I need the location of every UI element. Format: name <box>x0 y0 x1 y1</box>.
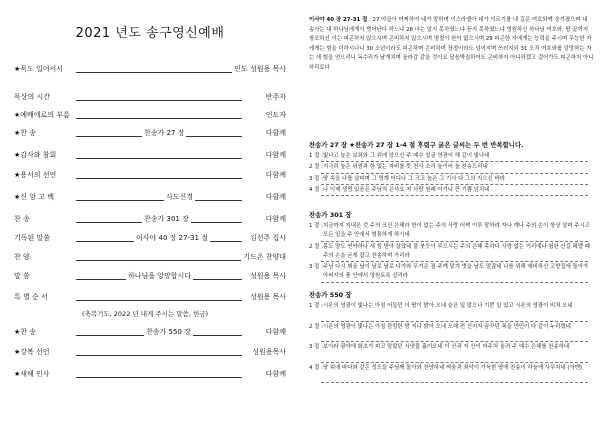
order-item <box>14 126 286 140</box>
verse-text: 시온의 영광이 빛나는 아침 어둡던 이 땅이 밝아 오네 슬픈 일 많으나 기쁜 일 있고 시온의 영광이 비쳐 오네 <box>323 303 573 309</box>
verse-rule <box>321 321 588 322</box>
order-item <box>14 148 286 162</box>
order-item-label: ★신 앙 고 백 <box>14 193 54 201</box>
order-item-leader: 인도 성원용 목사 <box>232 62 286 76</box>
verse-rule <box>321 161 588 162</box>
order-item <box>14 269 286 283</box>
order-item-label: ★찬 송 <box>14 129 37 137</box>
order-item-label: ★용서의 선언 <box>14 171 57 179</box>
hymn-verse <box>309 263 594 282</box>
order-item-line <box>76 260 242 261</box>
verse-text: 땅 속을 나를 살피며 그 영계 어디나 그 크고 높은 그 기사 다 그의 지으신 바라 <box>323 175 505 182</box>
verse-number: 4 절 : <box>309 186 323 193</box>
order-item-line <box>76 100 242 101</box>
order-item-line <box>76 300 242 301</box>
scripture-heading: 이사야 40 장 27-31 절 <box>309 17 368 23</box>
hymn-verse <box>309 163 594 172</box>
hymn-title: 찬송가 550 장 <box>309 291 352 299</box>
hymn-verse <box>309 302 594 321</box>
order-item-leader: 다함께 <box>264 168 286 182</box>
hymn-verse <box>309 323 594 342</box>
verse-text: 빛나고 높은 보좌와 그 위에 앉으신 주 예수 얼굴 영광이 해 같이 빛나네 <box>323 153 490 159</box>
order-item-leader: 다함께 <box>264 367 286 381</box>
order-item <box>14 212 286 226</box>
verse-text: 몸도 맘도 연약하나 새 힘 받아 살았네 물 붓듯이 부으시는 주의 은혜 족하다 사랑 없는 거리에나 험한 산길 헤맬 때 주의 손을 굳게 잡고 찬송하며 가리라 <box>323 243 590 259</box>
order-item-label: 묵상의 시간 <box>14 93 51 101</box>
order-item-leader: 김선주 집사 <box>248 231 286 245</box>
verse-text: 땅 위에 바다와 같은 성도들 주님께 돌아와 찬양하네 싸움과 죄악이 가득한 땅에 찬송이 하늘에 사무치네 (아멘) <box>323 364 583 371</box>
hymn-verse <box>309 152 594 161</box>
order-item-label: 말 씀 <box>14 272 30 280</box>
hymn-verse <box>309 175 594 184</box>
hymn-title: 찬송가 301 장 <box>309 211 352 219</box>
verse-rule <box>321 241 588 242</box>
order-item <box>14 190 286 204</box>
verse-text: 주님 다시 뵈올 날이 날로 날로 다가와 무거운 짐 주께 맡겨 벗을 날도 멀잖네 나를 위해 예비하신 고향집에 돌아가 아버지의 품 안에서 영원토록 살리라 <box>323 264 589 280</box>
order-item-leader: 인도자 <box>264 108 286 122</box>
special-program-note: (축복기도, 2022 년 내게 주시는 말씀, 헌금) <box>82 310 209 318</box>
hymn-verse <box>309 243 594 262</box>
verse-rule <box>321 184 588 185</box>
verse-number: 4 절 : <box>309 364 323 371</box>
order-item-detail: 하나님을 앙망합시다 <box>126 269 193 283</box>
order-item-leader: 다함께 <box>264 190 286 204</box>
order-item-detail: 이사야 40 장 27-31 절 <box>134 231 210 245</box>
order-item-label: 기독된 말씀 <box>14 234 51 242</box>
hymn-lyrics <box>303 0 596 421</box>
verse-rule <box>321 382 588 383</box>
verse-rule <box>321 195 588 196</box>
order-item-label: ★예배에로의 부름 <box>14 111 70 119</box>
order-item-label: 특 별 순 서 <box>14 293 48 301</box>
scripture-and-hymns-panel <box>303 0 596 421</box>
order-item-label: ★묵도 일어서서 <box>14 65 64 73</box>
verse-text: 지극히 높은 위엄과 한 없는 자비를 뭇 천사 소리 높이어 늘 찬송드리네 <box>323 164 488 171</box>
order-item-leader: 성원용목사 <box>250 345 286 359</box>
order-item-detail: 사도신경 <box>164 190 195 204</box>
order-item <box>14 290 286 304</box>
order-item-leader: 성원용 목사 <box>248 290 286 304</box>
verse-number: 2 절 : <box>309 323 323 330</box>
order-item-line <box>76 158 242 159</box>
order-item-line <box>76 178 242 179</box>
order-item-line <box>76 377 242 378</box>
verse-rule <box>321 173 588 174</box>
order-item-label: 찬 양 <box>14 253 30 261</box>
order-item <box>14 250 286 264</box>
order-item <box>14 325 286 339</box>
bulletin-title: 2021 년도 송구영신예배 <box>75 26 225 41</box>
order-item <box>14 367 286 381</box>
hymn-verse <box>309 364 594 383</box>
hymn-verse <box>309 186 594 195</box>
order-item-leader: 성원용 목사 <box>248 269 286 283</box>
verse-rule <box>321 261 588 262</box>
verse-number: 3 절 : <box>309 175 323 182</box>
order-item <box>14 62 286 76</box>
order-item <box>14 345 286 359</box>
order-item-line <box>76 72 242 73</box>
verse-rule <box>321 282 588 283</box>
verse-number: 3 절 : <box>309 344 323 351</box>
order-item-detail: 찬송가 550 장 <box>144 325 193 339</box>
verse-text: 나 이제 생명 있음은 주님의 은사요 저 사랑 원래 이기니 큰 기쁨 넘치네 . <box>323 186 493 193</box>
verse-text: 시온의 영광이 빛나는 아침 캄캄한 밤 지나 밝아 오네 오래 전 선지자 꿈꾸던 복을 만민이 다 같이 누리겠네 <box>323 323 571 330</box>
order-item-line <box>76 200 242 201</box>
verse-rule <box>321 341 588 342</box>
hymn-verse <box>309 222 594 241</box>
order-item-leader: 다함께 <box>264 325 286 339</box>
hymn-title: 찬송가 27 장 ★찬송가 27 장 1-4 절 후렴구 굵은 글씨는 두 번 반복합니다. <box>309 141 524 149</box>
order-item-leader: 다함께 <box>264 212 286 226</box>
verse-number: 1 절 : <box>309 303 323 309</box>
hymn-verse <box>309 343 594 362</box>
order-item-label: ★강복 선언 <box>14 348 50 356</box>
order-item <box>14 231 286 245</box>
order-item-line <box>76 118 242 119</box>
order-item <box>14 168 286 182</box>
verse-number: 3 절 : <box>309 264 323 271</box>
order-item-label: ★새해 인사 <box>14 370 50 378</box>
scripture-text: : 27 야곱아 어찌하여 네가 말하며 이스라엘아 네가 이르기를 내 길은 여호와께 숨겨졌으며 내 송사는 내 하나님에게서 벗어난다 하느냐 28 너는 알지 못하였느냐 듣지 못하였느냐 영원하신 하나님 여호와, 땅 끝까지 창조하신 이는 피곤하지 않으시며 곤비하지 않으시며 명철이 한이 없으시며 29 피곤한 자에게는 능력을 주시며 무능한 자에게는 힘을 더하시나니 30 소년이라도 피곤하며 곤비하며 장정이라도 넘어지며 쓰러지되 31 오직 여호와를 앙망하는 자는 새 힘을 얻으리니 독수리가 날개치며 올라감 같을 것이요 달음박질하여도 곤비하지 아니하겠고 걸어가도 피곤하지 아니하리로다 <box>309 17 594 71</box>
verse-text: 지금까지 지내온 것 주의 크신 은혜라 한이 없는 주의 사랑 어찌 이루 말하랴 자나 깨나 주의 손이 항상 살펴 주시고 모든 일을 주 안에서 형통하게 하시네 <box>323 223 590 239</box>
order-item-leader: 반주자 <box>264 90 286 104</box>
verse-rule <box>321 362 588 363</box>
order-item <box>14 108 286 122</box>
verse-number: 1 절 : <box>309 223 323 229</box>
order-item-detail: 찬송가 301 장 <box>142 212 191 226</box>
order-item-leader: 다함께 <box>264 126 286 140</box>
order-item-label: ★찬 송 <box>14 328 37 336</box>
order-item-detail: 찬송가 27 장 <box>142 126 186 140</box>
order-item-leader: 다함께 <box>264 148 286 162</box>
order-item <box>14 90 286 104</box>
verse-number: 2 절 : <box>309 243 323 250</box>
order-item-label: 찬 송 <box>14 215 30 223</box>
order-item-leader: 기드온 찬양대 <box>241 250 286 264</box>
verse-number: 1 절 : <box>309 153 323 159</box>
verse-number: 2 절 : <box>309 164 323 171</box>
order-item-label: ★감사와 참회 <box>14 151 57 159</box>
verse-text: 보아라 광야에 화초가 피고 말랐던 시냇물 흘러오네 이 산과 저 산이 마주쳐 울려 주 예수 은혜를 찬송하네 <box>323 344 570 351</box>
order-item-line <box>76 355 242 356</box>
